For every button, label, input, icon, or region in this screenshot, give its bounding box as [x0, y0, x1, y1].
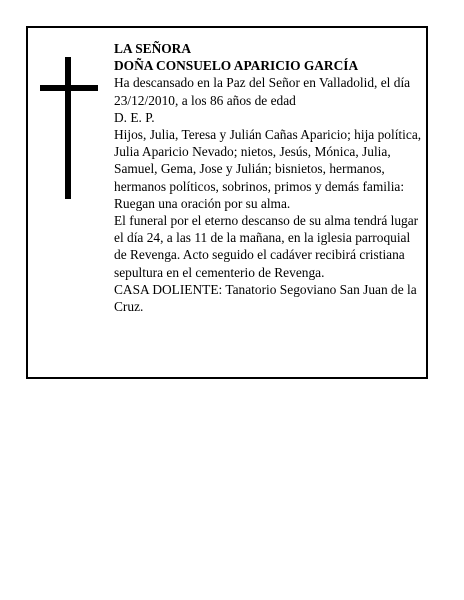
funeral-info: El funeral por el eterno descanso de su alma tendrá lugar el día 24, a las 11 de la mañana, en la iglesia parroquial de Revenga. Acto seguido el cadáver recibirá cristiana sepultura en el cementerio de Revenga. — [114, 213, 419, 280]
death-statement: Ha descansado en la Paz del Señor en Valladolid, el día 23/12/2010, a los 86 años de edad — [114, 75, 411, 108]
cross-horizontal-bar — [40, 85, 98, 91]
rip-text: D. E. P. — [114, 109, 155, 125]
obituary-notice — [26, 26, 428, 379]
notice-heading-title: LA SEÑORA — [114, 41, 192, 56]
cross-icon — [40, 57, 98, 199]
notice-body — [114, 40, 426, 315]
funeral-home: CASA DOLIENTE: Tanatorio Segoviano San Juan de la Cruz. — [114, 281, 417, 315]
cross-vertical-bar — [65, 57, 71, 199]
deceased-name: DOÑA CONSUELO APARICIO GARCÍA — [114, 58, 359, 74]
prayer-request: Ruegan una oración por su alma. — [114, 195, 291, 211]
family-list: Hijos, Julia, Teresa y Julián Cañas Aparicio; hija política, Julia Aparicio Nevado; nietos, Jesús, Mónica, Julia, Samuel, Gema, Jose y Julián; bisnietos, hermanos, hermanos políticos, sobrinos, primos y demás familia: — [114, 127, 422, 194]
